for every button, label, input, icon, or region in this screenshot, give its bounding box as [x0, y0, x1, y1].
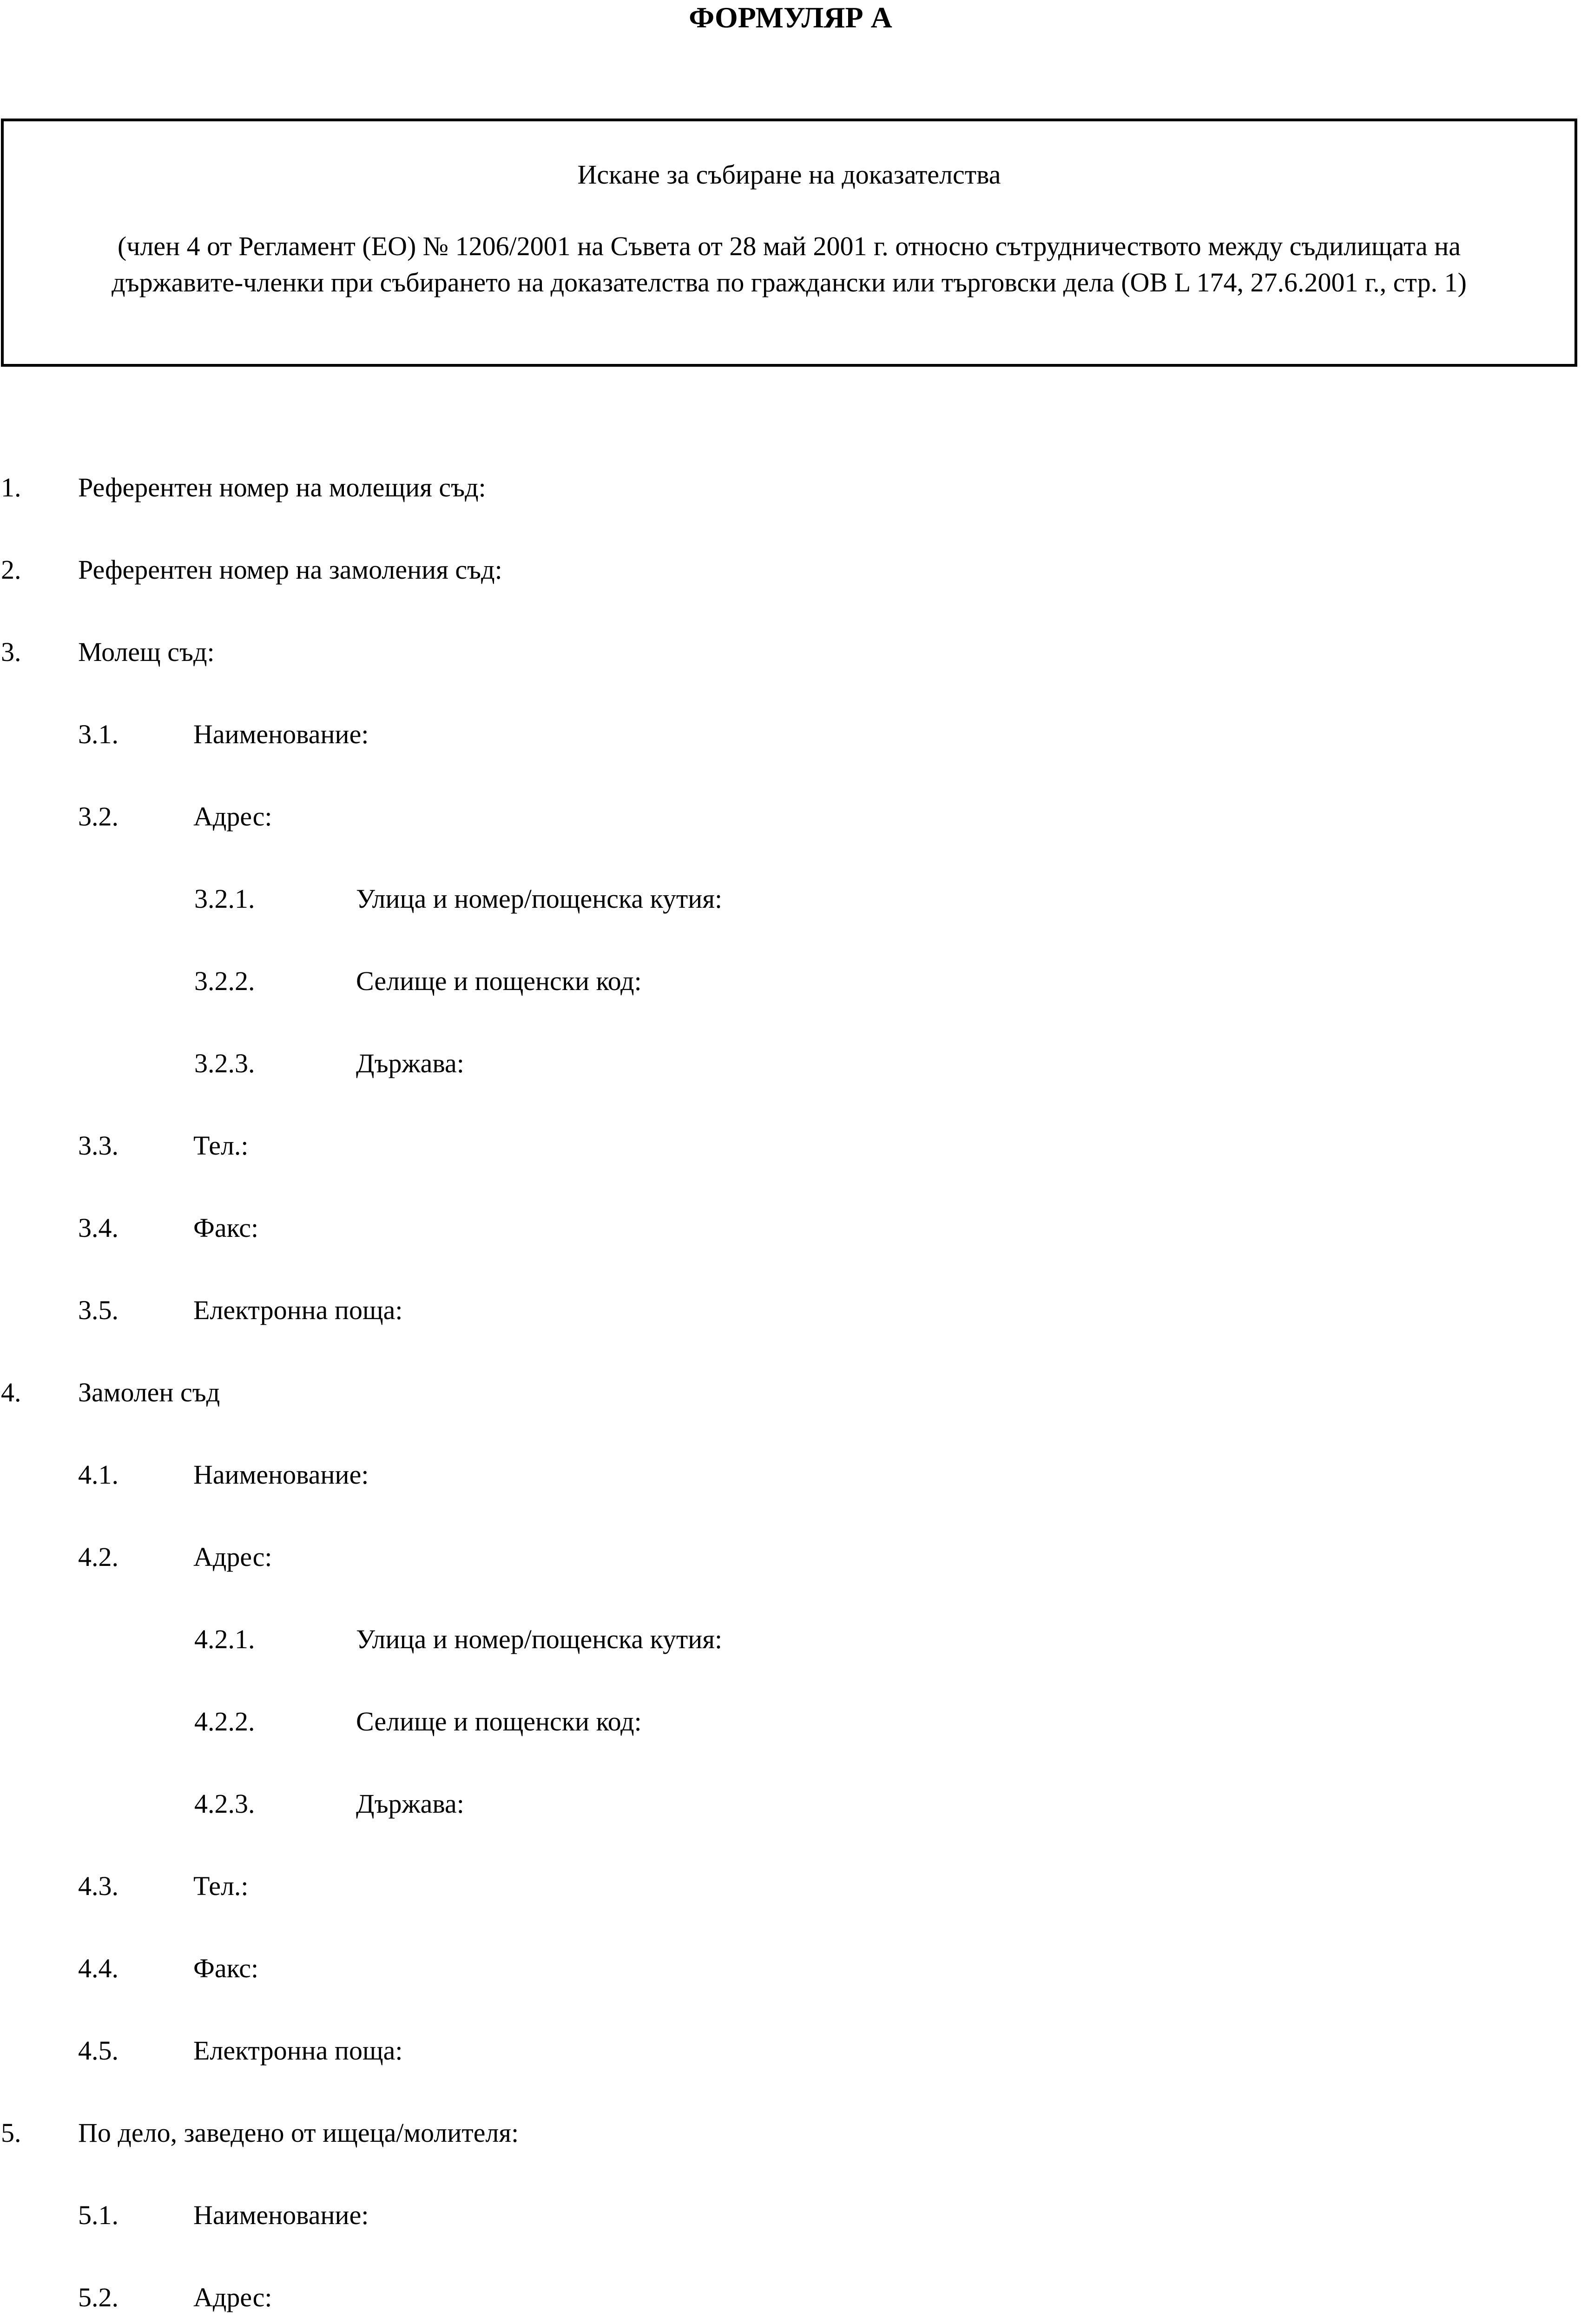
- item-number: 3.3.: [78, 1130, 119, 1161]
- item-label: Тел.:: [193, 1871, 249, 1901]
- item-number: 3.2.3.: [194, 1048, 255, 1078]
- item-number: 5.: [1, 2118, 21, 2148]
- item-number: 4.2.3.: [194, 1789, 255, 1819]
- item-label: Селище и пощенски код:: [356, 1706, 642, 1736]
- item-number: 4.1.: [78, 1459, 119, 1490]
- regulation-citation: (член 4 от Регламент (ЕО) № 1206/2001 на Съвета от 28 май 2001 г. относно сътрудничеството между съдилищата на държавите-членки при събирането на доказателства по граждански или търговски дела (ОВ L 174, 27.6.2001 г., стр. 1): [112, 231, 1467, 297]
- item-label: Електронна поща:: [193, 2035, 403, 2066]
- item-label: Електронна поща:: [193, 1295, 403, 1325]
- item-number: 2.: [1, 555, 21, 585]
- item-label: Наименование:: [193, 2200, 369, 2230]
- request-heading: Искане за събиране на доказателства: [577, 159, 1001, 190]
- header-box: [1, 119, 1577, 367]
- item-number: 3.: [1, 637, 21, 667]
- item-number: 4.5.: [78, 2035, 119, 2066]
- item-number: 3.1.: [78, 719, 119, 749]
- item-number: 3.2.1.: [194, 884, 255, 914]
- item-number: 3.5.: [78, 1295, 119, 1325]
- item-number: 4.3.: [78, 1871, 119, 1901]
- item-label: Адрес:: [193, 1542, 272, 1572]
- item-label: Наименование:: [193, 719, 369, 749]
- item-number: 4.2.2.: [194, 1706, 255, 1736]
- item-label: Държава:: [356, 1789, 464, 1819]
- item-number: 1.: [1, 472, 21, 502]
- item-number: 3.4.: [78, 1213, 119, 1243]
- item-label: Селище и пощенски код:: [356, 966, 642, 996]
- item-number: 3.2.2.: [194, 966, 255, 996]
- item-number: 4.: [1, 1377, 21, 1407]
- form-title: ФОРМУЛЯР А: [689, 1, 892, 34]
- item-label: Референтен номер на молещия съд:: [78, 472, 486, 502]
- item-number: 4.4.: [78, 1953, 119, 1983]
- item-label: Улица и номер/пощенска кутия:: [356, 1624, 723, 1654]
- item-label: Замолен съд: [78, 1377, 220, 1407]
- item-label: Факс:: [193, 1213, 259, 1243]
- item-label: Държава:: [356, 1048, 464, 1078]
- item-number: 5.2.: [78, 2282, 119, 2312]
- item-label: Тел.:: [193, 1130, 249, 1161]
- item-number: 4.2.1.: [194, 1624, 255, 1654]
- item-label: Адрес:: [193, 801, 272, 832]
- item-label: Факс:: [193, 1953, 259, 1983]
- item-number: 3.2.: [78, 801, 119, 832]
- item-label: Улица и номер/пощенска кутия:: [356, 884, 723, 914]
- item-label: Молещ съд:: [78, 637, 215, 667]
- item-label: Адрес:: [193, 2282, 272, 2312]
- item-label: Наименование:: [193, 1459, 369, 1490]
- item-label: По дело, заведено от ищеца/молителя:: [78, 2118, 519, 2148]
- item-number: 4.2.: [78, 1542, 119, 1572]
- item-label: Референтен номер на замоления съд:: [78, 555, 502, 585]
- item-number: 5.1.: [78, 2200, 119, 2230]
